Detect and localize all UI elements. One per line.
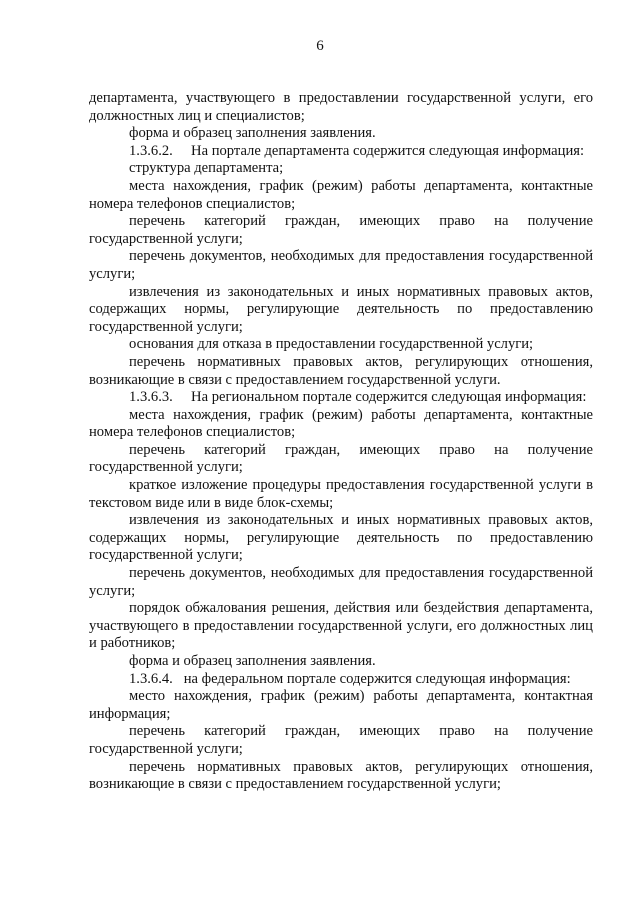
paragraph: перечень категорий граждан, имеющих право на получение государственной услуги; [89, 213, 593, 247]
document-body [89, 90, 593, 794]
paragraph: перечень категорий граждан, имеющих право на получение государственной услуги; [89, 441, 593, 476]
section-heading-paragraph: 1.3.6.4. на федеральном портале содержится следующая информация: [129, 670, 571, 687]
paragraph: форма и образец заполнения заявления. [129, 125, 376, 142]
section-heading-paragraph: 1.3.6.3. На региональном портале содержится следующая информация: [129, 389, 587, 406]
paragraph: перечень нормативных правовых актов, регулирующих отношения, возникающие в связи с предоставлением государственной услуги. [89, 353, 593, 388]
paragraph: место нахождения, график (режим) работы департамента, контактная информация; [89, 688, 593, 722]
paragraph-continuation: департамента, участвующего в предоставлении государственной услуги, его должностных лиц и специалистов; [89, 90, 593, 124]
paragraph: извлечения из законодательных и иных нормативных правовых актов, содержащих нормы, регулирующие деятельность по предоставлению государственной услуги; [89, 512, 593, 564]
paragraph: перечень документов, необходимых для предоставления государственной услуги; [89, 248, 593, 282]
page-number: 6 [316, 38, 324, 54]
paragraph: краткое изложение процедуры предоставления государственной услуги в текстовом виде или в виде блок-схемы; [89, 477, 593, 511]
paragraph: порядок обжалования решения, действия или бездействия департамента, участвующего в предоставлении государственной услуги, его должностных лиц и работников; [89, 600, 593, 652]
paragraph: перечень нормативных правовых актов, регулирующих отношения, возникающие в связи с предоставлением государственной услуги; [89, 758, 593, 793]
paragraph: перечень категорий граждан, имеющих право на получение государственной услуги; [89, 723, 593, 757]
section-heading-paragraph: 1.3.6.2. На портале департамента содержится следующая информация: [129, 142, 585, 159]
paragraph: структура департамента; [129, 160, 284, 177]
paragraph: основания для отказа в предоставлении государственной услуги; [129, 336, 534, 353]
paragraph: извлечения из законодательных и иных нормативных правовых актов, содержащих нормы, регулирующие деятельность по предоставлению государственной услуги; [89, 283, 593, 335]
paragraph: места нахождения, график (режим) работы департамента, контактные номера телефонов специалистов; [89, 406, 593, 441]
paragraph: места нахождения, график (режим) работы департамента, контактные номера телефонов специалистов; [89, 177, 593, 212]
paragraph: форма и образец заполнения заявления. [129, 653, 376, 669]
paragraph: перечень документов, необходимых для предоставления государственной услуги; [89, 565, 593, 599]
